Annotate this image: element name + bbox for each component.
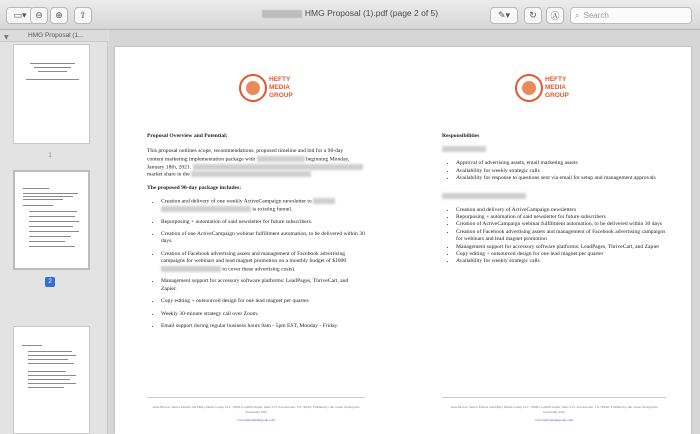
list-item: • Creation and delivery of ActiveCampaign newsletters [456, 207, 666, 214]
list-item: • Creation of ActiveCampaign webinar fulfillment automation, to be delivered within 30 days [456, 221, 666, 228]
footer-right: Jesse Brown, Senior Partner and Hefty Media Group LLC | 8000 Lockhill Selma, Suite 313, San Antonio, TX 78249 | Fulfilled by the owner through the Ownership Plan www.heftymediagroup.com [444, 405, 664, 423]
list-item: • Availability for response to questions sent via email for setup and management approvals [456, 175, 666, 182]
disclosure-icon: ▼ [4, 34, 9, 41]
list-item: • Repurposing + automation of said newsletter for future subscribers [456, 214, 666, 221]
markup-pen-button[interactable] [490, 7, 518, 24]
logo-badge-icon [515, 74, 543, 102]
rotate-button[interactable] [524, 7, 542, 24]
list-item: • Management support for accessory software platforms: LeadPages, ThriveCart, and Zapier. [161, 278, 365, 293]
list-item: • Creation of Facebook advertising assets and management of Facebook advertising campaigns for webinars and lead magnet promotion [456, 229, 666, 244]
redacted-subheading [442, 193, 526, 199]
list-item: • Copy editing + outsourced design for one lead magnet per quarter. [161, 298, 365, 305]
list-item: • Availability for weekly strategic calls [456, 168, 666, 175]
responsibilities-heading: Responsibilities [442, 133, 480, 139]
markup-icon: Ⓐ [550, 12, 560, 22]
package-list [147, 198, 365, 330]
footer-link[interactable]: www.heftymediagroup.com [535, 418, 573, 422]
intro-paragraph: This proposal outlines scope, recommendations, proposed timeline and bid for a 90-day content marketing implementation package with beginning Monday, January 18th, 2021. market share in the [147, 148, 365, 178]
hefty-media-group-logo: HEFTY MEDIA GROUP [239, 72, 309, 106]
footer-divider [147, 397, 365, 398]
page-thumbnail-1[interactable] [13, 44, 90, 144]
list-item: • Creation of Facebook advertising assets and management of Facebook advertising campaigns for webinars and lead magnet promotion on a monthly budget of $1000 to cover these advertising costs). [161, 251, 365, 274]
toolbar [0, 0, 700, 30]
list-item: • Email support during regular business hours 9am - 5pm EST, Monday - Friday. [161, 323, 365, 330]
page-number-2[interactable]: 2 [45, 277, 55, 287]
list-item: • Management support for accessory software platforms: LeadPages, ThriveCart, and Zapier [456, 244, 666, 251]
list-item: • Availability for weekly strategic calls [456, 258, 666, 265]
client-responsibilities-list [442, 160, 666, 182]
list-item: • Creation of one ActiveCampaign webinar fulfillment automation, to be delivered within 30 days. [161, 231, 365, 246]
agency-responsibilities-list [442, 207, 666, 266]
list-item: • Copy editing + outsourced design for one lead magnet per quarter [456, 251, 666, 258]
right-column-text [442, 133, 666, 266]
zoom-out-icon: ⊖ [35, 10, 43, 21]
rotate-icon: ↻ [529, 10, 537, 21]
list-item: • Repurposing + automation of said newsletter for future subscribers. [161, 219, 365, 226]
redacted-subheading [442, 146, 486, 152]
thumbnail-sidebar [0, 30, 108, 434]
package-heading: The proposed 90-day package includes: [147, 184, 242, 191]
search-field[interactable]: ⌕ Search [570, 7, 692, 24]
list-item: • Creation and delivery of one weekly ActiveCampaign newsletter to is existing funnel. [161, 198, 365, 213]
hefty-media-group-logo-right: HEFTY MEDIA GROUP [515, 72, 585, 106]
pen-icon: ✎▾ [497, 10, 511, 21]
redacted-filename [262, 10, 302, 18]
proposal-overview-heading: Proposal Overview and Potential: [147, 133, 228, 139]
page-number-1[interactable]: 1 [48, 152, 52, 159]
window-title: HMG Proposal (1).pdf (page 2 of 5) [0, 8, 700, 18]
footer-link[interactable]: www.heftymediagroup.com [237, 418, 275, 422]
zoom-in-icon: ⊕ [55, 10, 63, 21]
sidebar-icon: ▭▾ [13, 10, 27, 21]
share-icon: ⇪ [79, 10, 87, 21]
list-item: • Weekly 30-minute strategy call over Zoom. [161, 311, 365, 318]
page-thumbnail-3[interactable] [13, 326, 90, 434]
pdf-page-2 [115, 47, 691, 434]
markup-toolbar-button[interactable] [546, 7, 564, 24]
footer-divider [442, 397, 666, 398]
page-thumbnail-2[interactable] [13, 170, 90, 270]
logo-badge-icon [239, 74, 267, 102]
search-icon: ⌕ [575, 10, 580, 20]
footer-left: Jesse Brown, Senior Partner and Hefty Media Group LLC | 8000 Lockhill Selma, Suite 313, San Antonio, TX 78249 | Fulfilled by the owner through the Ownership Plan www.heftymediagroup.com [149, 405, 363, 423]
left-column-text [147, 133, 365, 335]
document-viewer[interactable] [109, 30, 700, 434]
list-item: • Approval of advertising assets, email marketing assets [456, 160, 666, 167]
sidebar-header[interactable]: ▼ HMG Proposal (1... [0, 30, 108, 42]
